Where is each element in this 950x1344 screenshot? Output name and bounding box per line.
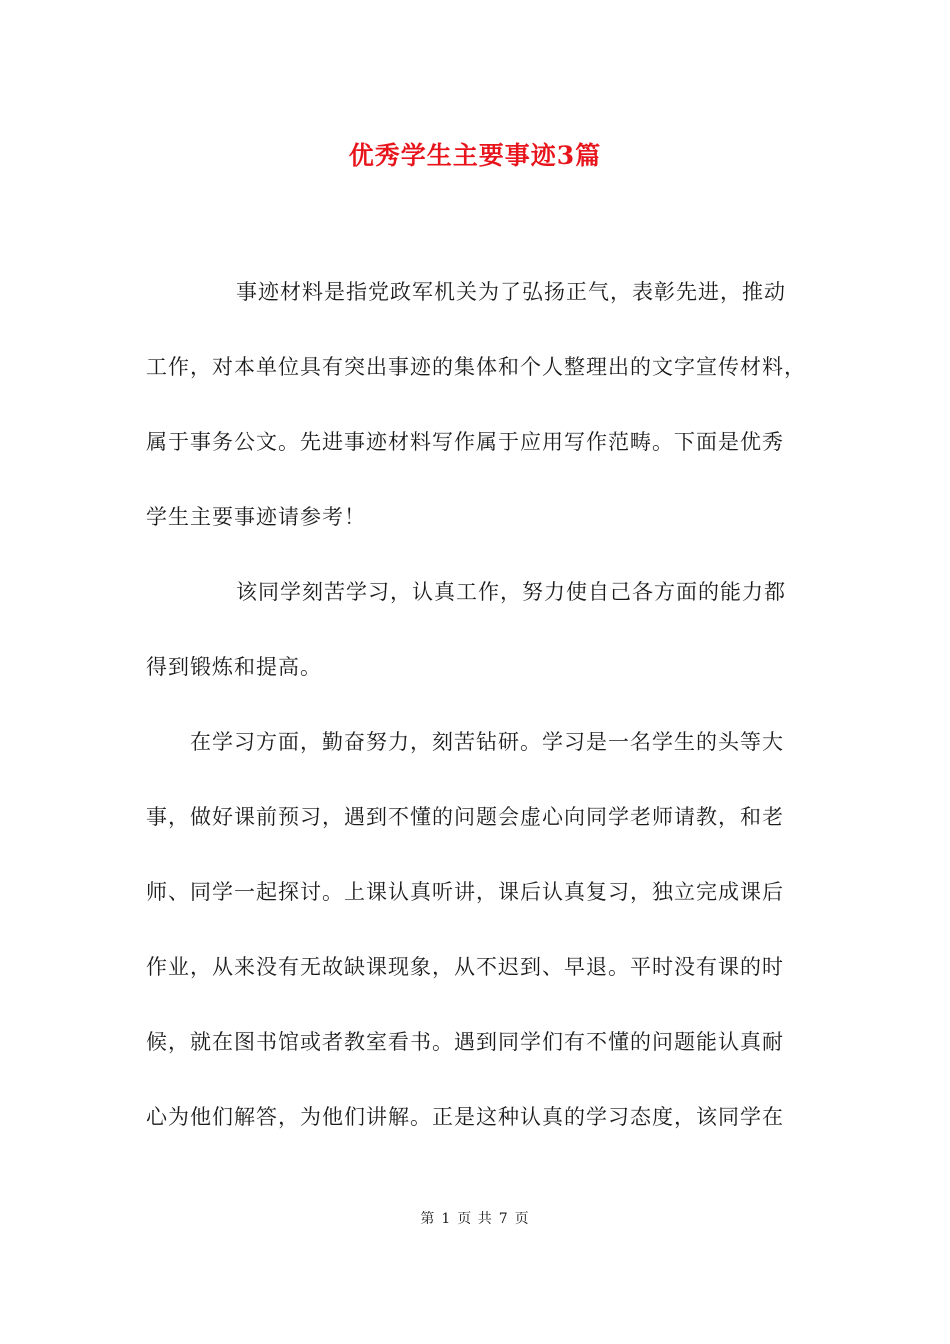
paragraph-line: 事迹材料是指党政军机关为了弘扬正气，表彰先进，推动 [236,280,786,304]
paragraph-line: 事，做好课前预习，遇到不懂的问题会虚心向同学老师请教，和老 [146,805,784,829]
total-pages-number: 7 [498,1211,509,1227]
document-title: 优秀学生主要事迹3篇 [348,141,602,170]
paragraph-line: 候，就在图书馆或者教室看书。遇到同学们有不懂的问题能认真耐 [146,1030,784,1054]
paragraph-line: 学生主要事迹请参考！ [146,505,366,529]
current-page-number: 1 [441,1211,452,1227]
footer-suffix: 页 [514,1211,530,1227]
footer-mid: 页 共 [457,1211,493,1227]
paragraph-line: 师、同学一起探讨。上课认真听讲，课后认真复习，独立完成课后 [146,880,784,904]
paragraph-line: 属于事务公文。先进事迹材料写作属于应用写作范畴。下面是优秀 [146,430,784,454]
paragraph-line: 得到锻炼和提高。 [146,655,322,679]
footer-prefix: 第 [420,1211,436,1227]
paragraph-line: 心为他们解答，为他们讲解。正是这种认真的学习态度，该同学在 [146,1105,784,1129]
paragraph-line: 该同学刻苦学习，认真工作，努力使自己各方面的能力都 [236,580,786,604]
paragraph-line: 作业，从来没有无故缺课现象，从不迟到、早退。平时没有课的时 [146,955,784,979]
paragraph-line: 在学习方面，勤奋努力，刻苦钻研。学习是一名学生的头等大 [190,730,784,754]
page-footer [0,1208,950,1228]
paragraph-line: 工作，对本单位具有突出事迹的集体和个人整理出的文字宣传材料， [146,355,806,379]
